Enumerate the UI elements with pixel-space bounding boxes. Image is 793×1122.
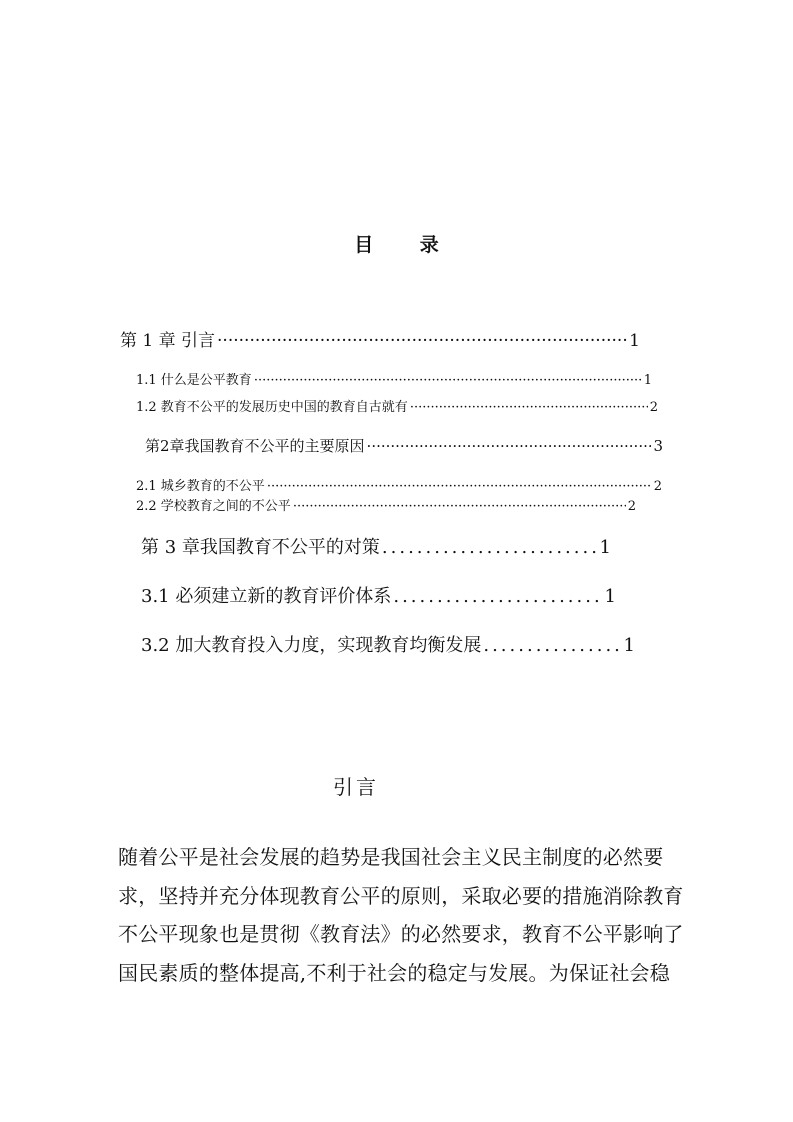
- toc-entry[interactable]: [145, 435, 663, 456]
- toc-leader-dots: [217, 331, 627, 351]
- toc-entry-label: 第 1 章 引言: [120, 331, 216, 351]
- toc-entry[interactable]: [136, 495, 636, 514]
- toc-entry[interactable]: [141, 582, 616, 608]
- toc-leader-dots: [483, 635, 621, 656]
- toc-entry-label: 1.2 教育不公平的发展历史中国的教育自古就有: [136, 400, 408, 415]
- toc-entry-label: 2.2 学校教育之间的不公平: [136, 499, 291, 514]
- toc-entry-page: 3: [653, 437, 663, 455]
- toc-entry-page: 1: [623, 635, 635, 656]
- toc-entry[interactable]: [136, 396, 658, 415]
- toc-entry-label: 2.1 城乡教育的不公平: [136, 479, 265, 494]
- paragraph-line: 国民素质的整体提高,不利于社会的稳定与发展。为保证社会稳: [118, 960, 670, 985]
- toc-entry[interactable]: [120, 326, 640, 351]
- toc-leader-dots: [267, 479, 652, 494]
- toc-entry-page: 2: [649, 400, 658, 415]
- toc-leader-dots: [254, 373, 642, 388]
- toc-entry-page: 1: [604, 586, 616, 607]
- toc-entry[interactable]: [136, 475, 662, 494]
- toc-leader-dots: [410, 400, 648, 415]
- toc-entry-page: 2: [627, 499, 636, 514]
- toc-entry-label: 3.1 必须建立新的教育评价体系: [141, 586, 392, 607]
- toc-entry-page: 2: [653, 479, 662, 494]
- toc-entry-page: 1: [629, 331, 640, 351]
- toc-entry-label: 第 3 章我国教育不公平的对策: [141, 537, 380, 558]
- paragraph-line: 随着公平是社会发展的趋势是我国社会主义民主制度的必然要: [118, 845, 664, 869]
- toc-entry-page: 1: [643, 373, 652, 388]
- paragraph-line: 不公平现象也是贯彻《教育法》的必然要求，教育不公平影响了: [118, 922, 684, 946]
- toc-leader-dots: [393, 586, 602, 607]
- paragraph-line: 求，坚持并充分体现教育公平的原则，采取必要的措施消除教育: [118, 883, 684, 908]
- toc-title: 目 录: [354, 234, 459, 256]
- toc-entry-label: 第2章我国教育不公平的主要原因: [145, 437, 365, 455]
- toc-entry-label: 3.2 加大教育投入力度，实现教育均衡发展: [141, 635, 482, 656]
- toc-leader-dots: [293, 499, 626, 514]
- toc-leader-dots: [367, 437, 652, 455]
- intro-heading: 引言: [333, 775, 379, 799]
- intro-paragraph: [118, 838, 684, 992]
- toc-entry[interactable]: [141, 631, 635, 657]
- toc-entry[interactable]: [141, 533, 611, 559]
- toc-entry-label: 1.1 什么是公平教育: [136, 373, 252, 388]
- toc-leader-dots: [382, 537, 598, 558]
- toc-entry-page: 1: [599, 537, 611, 558]
- toc-entry[interactable]: [136, 369, 652, 388]
